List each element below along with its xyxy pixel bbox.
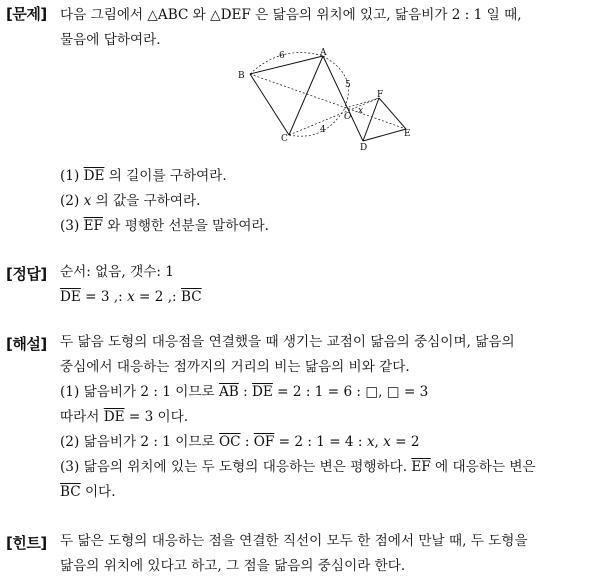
question-2: (2) x 의 값을 구하여라. (60, 193, 201, 209)
point-label-a: A (320, 48, 327, 58)
segment-ca (289, 56, 323, 135)
problem-tag: [문제] (6, 5, 47, 23)
answer-line-2: $\overline{DE} = 3$ ,: x = 2 ,: $\overline{BC}$ (60, 289, 202, 305)
problem-intro-line1: 다음 그림에서 △ABC 와 △DEF 은 닮음의 위치에 있고, 닮음비가 2 : 1 일 때, (60, 7, 522, 23)
point-label-o: O (344, 112, 352, 122)
explanation-line-5: (2) 닮음비가 2 : 1 이므로 $\overline{OC}$ : $\overline{OF} = 2$ : 1 = 4 : x, x = 2 (60, 434, 420, 450)
question-1: (1) $\overline{DE}$ 의 길이를 구하여라. (60, 168, 227, 184)
answer-line-1: 순서: 없음, 갯수: 1 (60, 264, 174, 280)
segment-ef-label: $\overline{EF}$ (83, 218, 103, 234)
segment-ef (379, 98, 406, 129)
point-label-c: C (281, 134, 288, 144)
hint-line-1: 두 닮은 도형의 대응하는 점을 연결한 직선이 모두 한 점에서 만날 때, 두 도형을 (60, 533, 528, 549)
explanation-line-1: 두 닮음 도형의 대응점을 연결했을 때 생기는 교점이 닮음의 중심이며, 닮음의 (60, 334, 515, 350)
arc-co-4 (289, 108, 345, 136)
line-a-o-d (323, 56, 363, 141)
hint-line-2: 닮음의 위치에 있다고 하고, 그 점을 닮음의 중심이라 한다. (60, 558, 406, 574)
problem-intro-line2: 물음에 답하여라. (60, 32, 161, 48)
point-label-e: E (404, 129, 411, 139)
length-label-6: 6 (279, 51, 285, 61)
segment-bc (250, 74, 289, 135)
segment-ab (250, 56, 323, 74)
segment-de-label: $\overline{DE}$ (83, 168, 105, 184)
explanation-line-7: $\overline{BC}$ 이다. (60, 484, 116, 500)
segment-fd (363, 98, 379, 141)
point-label-d: D (360, 143, 368, 150)
segment-de (363, 129, 406, 141)
explanation-line-3: (1) 닮음비가 2 : 1 이므로 $\overline{AB}$ : $\overline{DE} = 2$ : 1 = 6 : □, □ = 3 (60, 384, 429, 400)
answer-tag: [정답] (6, 265, 47, 283)
similarity-figure (230, 46, 420, 150)
explanation-tag: [해설] (6, 335, 47, 353)
length-label-5: 5 (345, 80, 351, 90)
question-3: (3) $\overline{EF}$ 와 평행한 선분을 말하여라. (60, 218, 269, 234)
variable-x: x (83, 193, 92, 209)
length-label-x: x (358, 106, 364, 116)
point-label-f: F (377, 90, 384, 100)
length-label-4: 4 (320, 125, 326, 135)
explanation-line-4: 따라서 $\overline{DE} = 3$ 이다. (60, 409, 189, 425)
hint-tag: [힌트] (6, 534, 47, 552)
explanation-line-2: 중심에서 대응하는 점까지의 거리의 비는 닮음의 비와 같다. (60, 359, 410, 375)
point-label-b: B (238, 71, 245, 81)
explanation-line-6: (3) 닮음의 위치에 있는 두 도형의 대응하는 변은 평행하다. $\overline{EF}$ 에 대응하는 변은 (60, 459, 536, 475)
